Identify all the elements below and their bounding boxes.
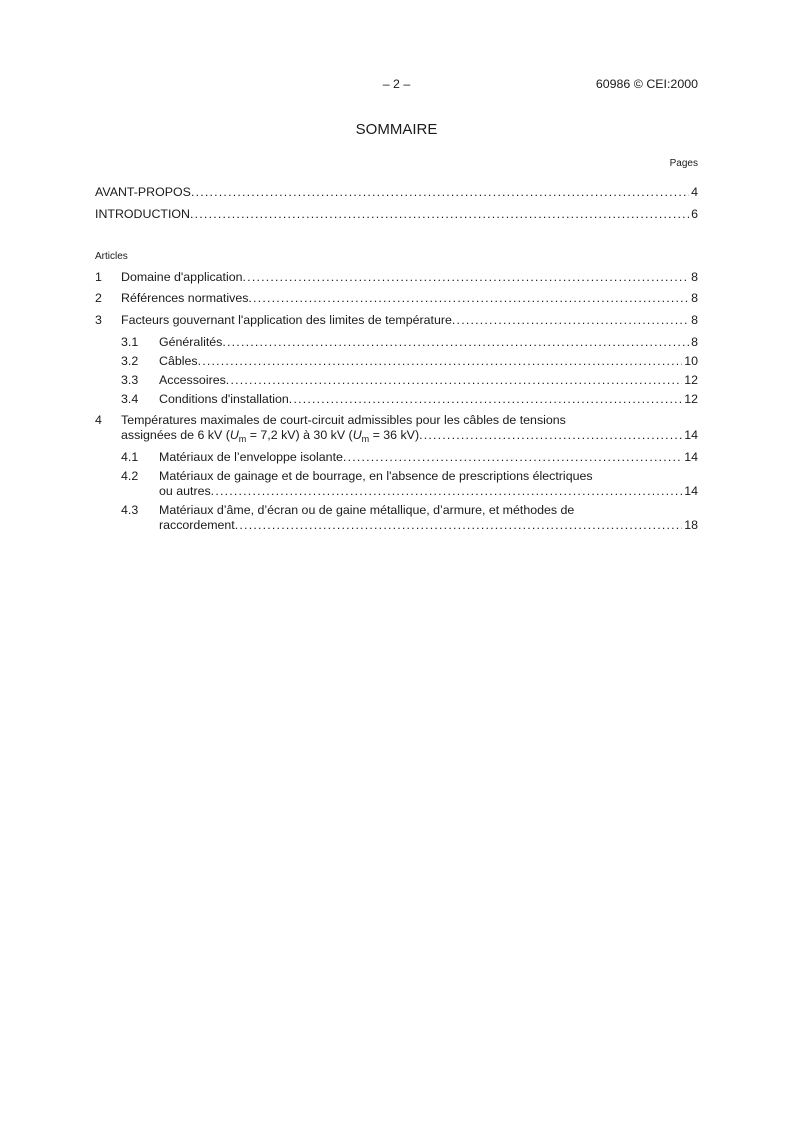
dot-leader	[222, 334, 689, 350]
toc-entry-introduction[interactable]	[95, 206, 698, 222]
toc-label-line2	[121, 427, 419, 443]
toc-page: 12	[684, 373, 698, 387]
toc-entry-3-3[interactable]	[121, 372, 698, 388]
toc-page: 8	[691, 313, 698, 327]
toc-label-line1: Matériaux de gainage et de bourrage, en l'absence de prescriptions électriques	[159, 469, 593, 483]
toc-page: 4	[691, 185, 698, 199]
toc-label: Facteurs gouvernant l'application des limites de température	[121, 313, 452, 327]
toc-page: 8	[691, 270, 698, 284]
toc-page: 18	[684, 518, 698, 532]
toc-page: 8	[691, 291, 698, 305]
toc-entry-avant-propos[interactable]	[95, 184, 698, 200]
text: assignées de 6 kV (	[121, 428, 230, 442]
toc-label: INTRODUCTION	[95, 207, 190, 221]
dot-leader	[226, 372, 682, 388]
toc-entry-3-2[interactable]	[121, 353, 698, 369]
toc-number: 3.3	[121, 373, 139, 387]
toc-number: 1	[95, 270, 102, 284]
toc-page: 14	[684, 450, 698, 464]
text: = 36 kV)	[369, 428, 420, 442]
symbol-u: U	[229, 428, 239, 442]
toc-number: 4.3	[121, 503, 139, 517]
toc-entry-2[interactable]	[95, 290, 698, 306]
toc-label: Câbles	[159, 354, 198, 368]
dot-leader	[198, 353, 683, 369]
dot-leader	[419, 427, 682, 443]
document-reference: 60986 © CEI:2000	[595, 77, 698, 91]
toc-number: 3.2	[121, 354, 139, 368]
toc-number: 3.1	[121, 335, 139, 349]
toc-page: 6	[691, 207, 698, 221]
dot-leader	[243, 269, 690, 285]
toc-label-line1: Températures maximales de court-circuit admissibles pour les câbles de tensions	[121, 413, 566, 427]
toc-number: 3.4	[121, 392, 139, 406]
toc-label: AVANT-PROPOS	[95, 185, 191, 199]
dot-leader	[235, 517, 682, 533]
subscript-m: m	[238, 434, 247, 444]
dot-leader	[289, 391, 682, 407]
toc-entry-4-1[interactable]	[121, 449, 698, 465]
toc-label: Matériaux de l’enveloppe isolante	[159, 450, 343, 464]
toc-page: 10	[684, 354, 698, 368]
dot-leader	[211, 483, 683, 499]
toc-label: Domaine d'application	[121, 270, 243, 284]
toc-page: 14	[684, 484, 698, 498]
toc-label: Conditions d'installation	[159, 392, 289, 406]
toc-page: 12	[684, 392, 698, 406]
toc-number: 4.2	[121, 469, 139, 483]
subscript-m: m	[361, 434, 370, 444]
dot-leader	[343, 449, 682, 465]
toc-number: 4	[95, 413, 102, 427]
text: = 7,2 kV) à 30 kV (	[246, 428, 353, 442]
page-number: – 2 –	[382, 77, 411, 91]
symbol-u: U	[352, 428, 362, 442]
articles-label: Articles	[95, 251, 128, 262]
toc-entry-3[interactable]	[95, 312, 698, 328]
toc-page: 14	[684, 428, 698, 442]
dot-leader	[190, 206, 689, 222]
toc-label-line2: raccordement	[159, 518, 235, 532]
dot-leader	[191, 184, 689, 200]
toc-label-line1: Matériaux d’âme, d’écran ou de gaine métallique, d’armure, et méthodes de	[159, 503, 575, 517]
pages-column-label: Pages	[669, 158, 698, 169]
toc-number: 3	[95, 313, 102, 327]
dot-leader	[248, 290, 689, 306]
toc-label: Généralités	[159, 335, 223, 349]
toc-entry-3-1[interactable]	[121, 334, 698, 350]
toc-number: 2	[95, 291, 102, 305]
dot-leader	[452, 312, 689, 328]
toc-label: Accessoires	[159, 373, 226, 387]
toc-label-line2: ou autres	[159, 484, 211, 498]
page-title: SOMMAIRE	[355, 121, 438, 138]
toc-page: 8	[691, 335, 698, 349]
toc-number: 4.1	[121, 450, 139, 464]
toc-entry-1[interactable]	[95, 269, 698, 285]
toc-entry-3-4[interactable]	[121, 391, 698, 407]
toc-label: Références normatives	[121, 291, 249, 305]
